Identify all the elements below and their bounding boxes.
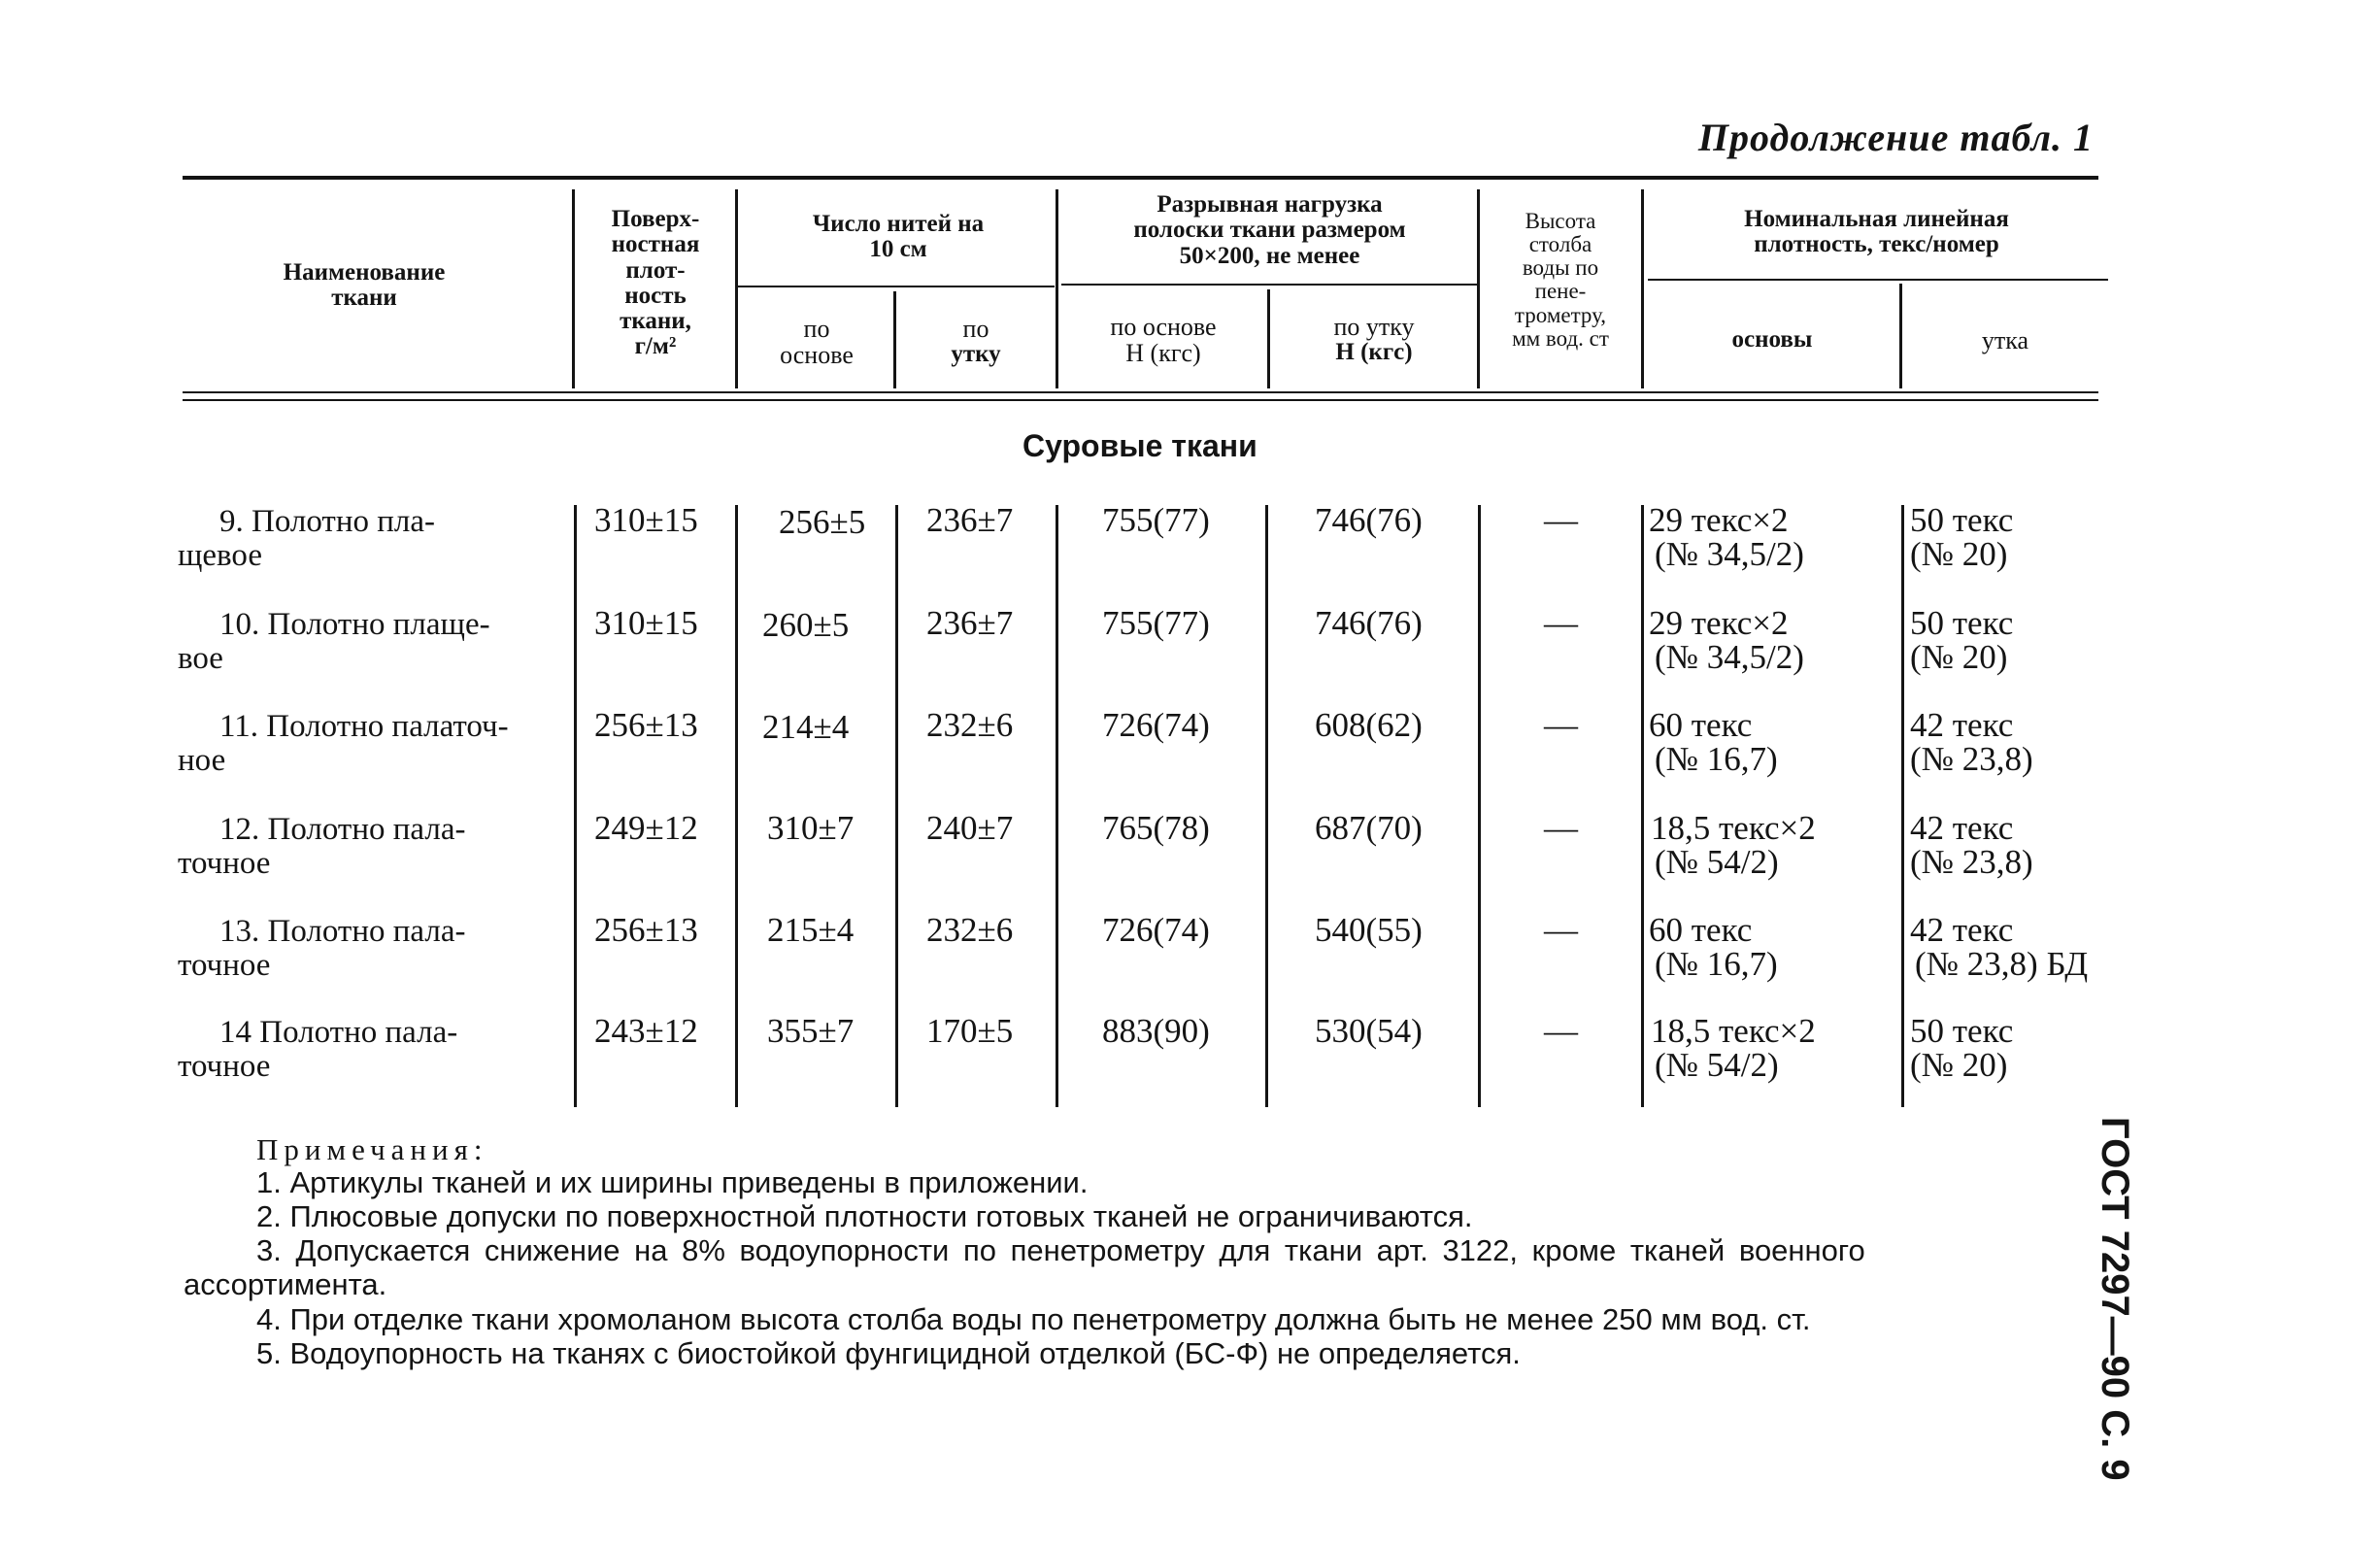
density-value: 310±15 xyxy=(594,501,698,539)
header-load-weft: по утку Н (кгс) xyxy=(1333,313,1415,366)
linear-warp-number: (№ 16,7) xyxy=(1655,740,1778,778)
table-top-rule xyxy=(183,176,2098,180)
density-value: 256±13 xyxy=(594,911,698,949)
threads-weft-value: 232±6 xyxy=(926,911,1014,949)
water-value: — xyxy=(1544,809,1578,847)
load-weft-value: 608(62) xyxy=(1315,706,1423,744)
body-col-divider xyxy=(1641,505,1644,1107)
linear-warp-number: (№ 16,7) xyxy=(1655,945,1778,983)
threads-warp-value: 310±7 xyxy=(767,809,855,847)
threads-weft-value: 236±7 xyxy=(926,501,1014,539)
table-caption: Продолжение табл. 1 xyxy=(1697,116,2094,159)
body-col-divider xyxy=(1478,505,1481,1107)
header-col-divider xyxy=(1899,284,1902,388)
water-value: — xyxy=(1544,911,1578,949)
linear-weft-number: (№ 20) xyxy=(1910,1046,2008,1084)
linear-warp-number: (№ 54/2) xyxy=(1655,843,1779,881)
load-warp-value: 726(74) xyxy=(1102,911,1210,949)
fabric-name: 14 Полотно пала- точное xyxy=(178,1015,458,1084)
linear-weft-tex: 42 текс xyxy=(1910,911,2014,949)
body-col-divider xyxy=(574,505,577,1107)
fabric-name: 9. Полотно пла- щевое xyxy=(178,504,436,573)
body-col-divider xyxy=(735,505,738,1107)
linear-weft-tex: 50 текс xyxy=(1910,1012,2014,1050)
threads-sub-rule xyxy=(736,286,1055,287)
threads-weft-value: 232±6 xyxy=(926,706,1014,744)
header-threads-weft: по утку xyxy=(951,315,1001,368)
threads-warp-value: 355±7 xyxy=(767,1012,855,1050)
notes-title: Примечания: xyxy=(256,1132,488,1166)
linear-weft-number: (№ 20) xyxy=(1910,638,2008,676)
note-item: 3. Допускается снижение на 8% водоупорности по пенетрометру для ткани арт. 3122, кроме тканей военного xyxy=(256,1233,1865,1267)
threads-weft-value: 236±7 xyxy=(926,604,1014,642)
header-bottom-rule-1 xyxy=(183,391,2098,393)
load-weft-value: 530(54) xyxy=(1315,1012,1423,1050)
header-threads: Число нитей на 10 см xyxy=(812,211,985,263)
threads-warp-value: 214±4 xyxy=(762,708,850,746)
linear-warp-tex: 60 текс xyxy=(1649,911,1753,949)
fabric-name: 10. Полотно плаще- вое xyxy=(178,607,490,676)
header-density: Поверх- ностная плот- ность ткани, г/м² xyxy=(611,206,700,360)
header-load-warp: по основе Н (кгс) xyxy=(1110,313,1217,368)
header-water: Высота столба воды по пене- трометру, мм вод. ст xyxy=(1512,209,1609,351)
note-item: 4. При отделке ткани хромоланом высота столба воды по пенетрометру должна быть не менее 250 мм вод. ст. xyxy=(256,1302,1811,1336)
density-value: 243±12 xyxy=(594,1012,698,1050)
fabric-name: 11. Полотно палаточ- ное xyxy=(178,709,509,778)
linear-weft-tex: 50 текс xyxy=(1910,501,2014,539)
load-weft-value: 746(76) xyxy=(1315,604,1423,642)
section-title: Суровые ткани xyxy=(1022,428,1257,463)
header-bottom-rule-2 xyxy=(183,399,2098,401)
density-value: 310±15 xyxy=(594,604,698,642)
linear-warp-tex: 18,5 текс×2 xyxy=(1651,1012,1816,1050)
header-threads-warp: по основе xyxy=(780,315,854,370)
header-load: Разрывная нагрузка полоски ткани размером 50×200, не менее xyxy=(1133,191,1406,269)
note-item: 2. Плюсовые допуски по поверхностной плотности готовых тканей не ограничиваются. xyxy=(256,1199,1473,1233)
density-value: 256±13 xyxy=(594,706,698,744)
load-weft-value: 746(76) xyxy=(1315,501,1423,539)
linear-weft-number: (№ 20) xyxy=(1910,535,2008,573)
header-col-divider xyxy=(1641,189,1644,388)
load-warp-value: 755(77) xyxy=(1102,501,1210,539)
linear-weft-tex: 42 текс xyxy=(1910,809,2014,847)
linear-weft-number: (№ 23,8) xyxy=(1910,740,2033,778)
linear-weft-tex: 50 текс xyxy=(1910,604,2014,642)
linear-warp-number: (№ 54/2) xyxy=(1655,1046,1779,1084)
header-name: Наименование ткани xyxy=(283,259,446,312)
note-item: 1. Артикулы тканей и их ширины приведены в приложении. xyxy=(256,1165,1089,1199)
fabric-name: 13. Полотно пала- точное xyxy=(178,914,466,983)
header-linear-warp: основы xyxy=(1731,326,1813,353)
linear-warp-number: (№ 34,5/2) xyxy=(1655,535,1804,573)
body-col-divider xyxy=(1265,505,1268,1107)
load-weft-value: 540(55) xyxy=(1315,911,1423,949)
linear-weft-number: (№ 23,8) xyxy=(1910,843,2033,881)
note-item: ассортимента. xyxy=(184,1267,387,1301)
note-item: 5. Водоупорность на тканях с биостойкой фунгицидной отделкой (БС-Ф) не определяется. xyxy=(256,1336,1521,1370)
load-warp-value: 883(90) xyxy=(1102,1012,1210,1050)
density-value: 249±12 xyxy=(594,809,698,847)
load-sub-rule xyxy=(1061,284,1477,286)
header-linear-weft: утка xyxy=(1981,326,2029,354)
threads-warp-value: 256±5 xyxy=(779,503,866,541)
threads-warp-value: 260±5 xyxy=(762,606,850,644)
linear-sub-rule xyxy=(1648,279,2108,281)
body-col-divider xyxy=(1901,505,1904,1107)
linear-warp-tex: 18,5 текс×2 xyxy=(1651,809,1816,847)
linear-warp-tex: 60 текс xyxy=(1649,706,1753,744)
linear-weft-tex: 42 текс xyxy=(1910,706,2014,744)
body-col-divider xyxy=(895,505,898,1107)
header-col-divider xyxy=(572,189,575,388)
header-col-divider xyxy=(1267,289,1270,388)
linear-warp-tex: 29 текс×2 xyxy=(1649,501,1789,539)
linear-warp-tex: 29 текс×2 xyxy=(1649,604,1789,642)
water-value: — xyxy=(1544,706,1578,744)
header-linear: Номинальная линейная плотность, текс/номер xyxy=(1744,206,2009,258)
linear-warp-number: (№ 34,5/2) xyxy=(1655,638,1804,676)
load-warp-value: 726(74) xyxy=(1102,706,1210,744)
water-value: — xyxy=(1544,501,1578,539)
header-col-divider xyxy=(893,291,896,388)
body-col-divider xyxy=(1056,505,1058,1107)
water-value: — xyxy=(1544,604,1578,642)
threads-weft-value: 170±5 xyxy=(926,1012,1014,1050)
fabric-name: 12. Полотно пала- точное xyxy=(178,812,466,881)
load-weft-value: 687(70) xyxy=(1315,809,1423,847)
threads-warp-value: 215±4 xyxy=(767,911,855,949)
load-warp-value: 765(78) xyxy=(1102,809,1210,847)
load-warp-value: 755(77) xyxy=(1102,604,1210,642)
side-standard-label: ГОСТ 7297—90 С. 9 xyxy=(2094,1117,2136,1481)
water-value: — xyxy=(1544,1012,1578,1050)
linear-weft-number: (№ 23,8) БД xyxy=(1915,945,2089,983)
threads-weft-value: 240±7 xyxy=(926,809,1014,847)
